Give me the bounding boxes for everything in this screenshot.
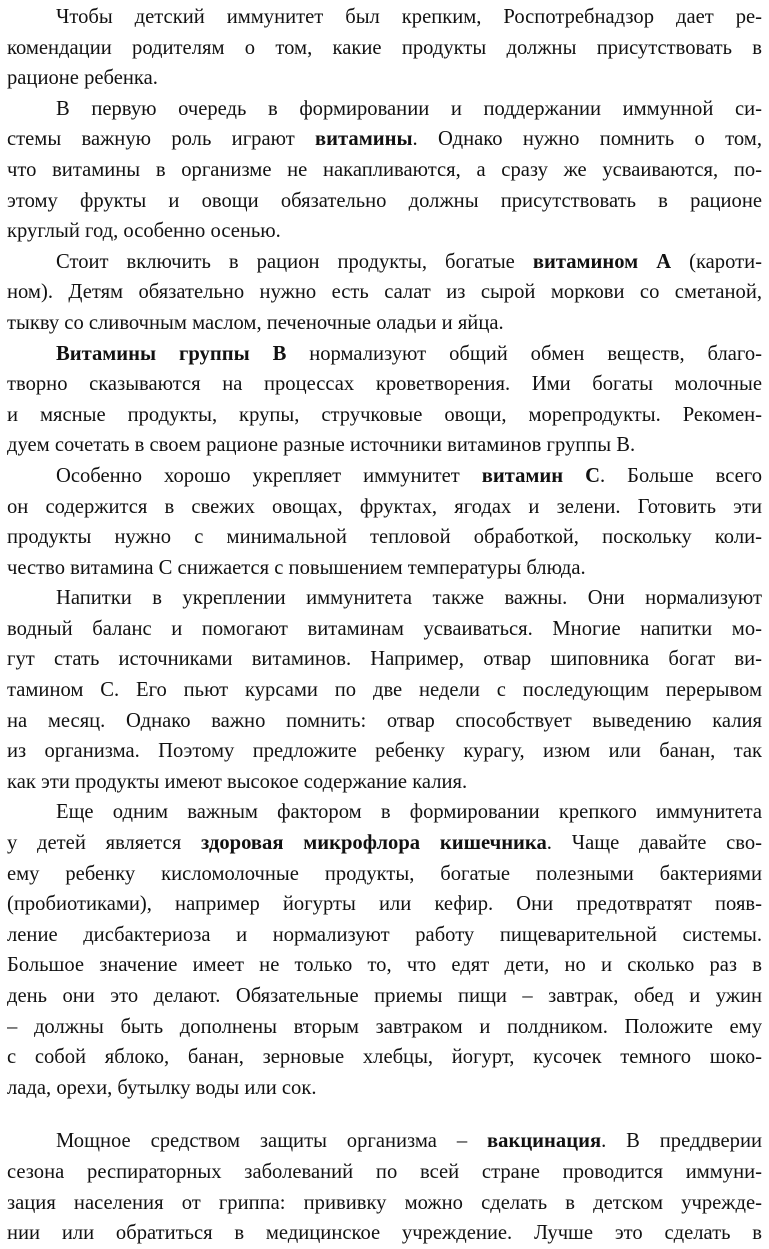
text-run: – должны быть дополнены вторым завтраком и полдником. Положите ему	[7, 1015, 762, 1038]
text-line	[7, 553, 762, 584]
text-run: ление дисбактериоза и нормализуют работу пищеварительной системы.	[7, 923, 762, 946]
bold-term: витамины	[315, 128, 413, 151]
text-line	[7, 369, 762, 400]
text-run: . В преддверии	[601, 1130, 762, 1153]
text-line	[7, 33, 762, 64]
text-run: с собой яблоко, банан, зерновые хлебцы, йогурт, кусочек темного шоко-	[7, 1046, 762, 1069]
text-run: тыкву со сливочным маслом, печеночные оладьи и яйца.	[7, 311, 504, 334]
text-line	[7, 400, 762, 431]
text-run: ему ребенку кисломолочные продукты, богатые полезными бактериями	[7, 862, 762, 885]
text-line	[7, 920, 762, 951]
text-run: водный баланс и помогают витаминам усваиваться. Многие напитки мо-	[7, 617, 762, 640]
text-line	[7, 216, 762, 247]
text-run: на месяц. Однако важно помнить: отвар способствует выведению калия	[7, 709, 762, 732]
text-line	[7, 430, 762, 461]
document-body	[7, 2, 762, 1249]
text-line	[7, 94, 762, 125]
text-line	[7, 2, 762, 33]
text-run: что витамины в организме не накапливаются, а сразу же усваиваются, по-	[7, 158, 762, 181]
text-run: тамином С. Его пьют курсами по две недели с последующим перерывом	[7, 679, 762, 702]
text-run: нии или обратиться в медицинское учреждение. Лучше это сделать в	[7, 1222, 762, 1245]
text-line	[7, 308, 762, 339]
text-line	[7, 155, 762, 186]
text-run: день они это делают. Обязательные приемы пищи – завтрак, обед и ужин	[7, 985, 762, 1007]
text-run: и мясные продукты, крупы, стручковые овощи, морепродукты. Рекомен-	[7, 403, 762, 426]
text-run: из организма. Поэтому предложите ребенку курагу, изюм или банан, так	[7, 740, 762, 763]
text-run: (пробиотиками), например йогурты или кефир. Они предотвратят появ-	[7, 893, 762, 916]
text-run: дуем сочетать в своем рационе разные источники витаминов группы В.	[7, 434, 636, 457]
text-run: . Чаще давайте сво-	[546, 832, 762, 855]
bold-term: вакцинация	[487, 1130, 602, 1153]
text-line	[7, 492, 762, 523]
text-run: Еще одним важным фактором в формировании крепкого иммунитета	[56, 801, 762, 824]
text-line	[7, 277, 762, 308]
text-line	[7, 1218, 762, 1249]
text-line	[7, 1042, 762, 1073]
text-line	[7, 767, 762, 798]
text-run: гут стать источниками витаминов. Например, отвар шиповника богат ви-	[7, 648, 762, 671]
text-line	[7, 889, 762, 920]
text-run: стемы важную роль играют	[7, 128, 316, 151]
text-line	[7, 614, 762, 645]
text-line	[7, 1126, 762, 1157]
bold-term: Витамины группы В	[56, 342, 287, 365]
text-line	[7, 247, 762, 278]
text-run: В первую очередь в формировании и поддержании иммунной си-	[56, 97, 762, 120]
text-line	[7, 675, 762, 706]
text-run: зация населения от гриппа: прививку можно сделать в детском учрежде-	[7, 1191, 762, 1214]
text-line	[7, 736, 762, 767]
text-line	[7, 706, 762, 737]
text-run: комендации родителям о том, какие продукты должны присутствовать в	[7, 36, 762, 59]
text-run: этому фрукты и овощи обязательно должны присутствовать в рационе	[7, 189, 762, 212]
text-line	[7, 1012, 762, 1043]
text-line	[7, 63, 762, 94]
text-run: круглый год, особенно осенью.	[7, 220, 281, 243]
text-run: чество витамина С снижается с повышением температуры блюда.	[7, 556, 586, 579]
text-line	[7, 461, 762, 492]
text-run: . Однако нужно помнить о том,	[412, 128, 762, 151]
text-line	[7, 124, 762, 155]
text-run: Мощное средством защиты организма –	[56, 1130, 488, 1153]
text-line	[7, 644, 762, 675]
bold-term: витамином А	[532, 250, 672, 273]
text-line	[7, 950, 762, 981]
text-line	[7, 1073, 762, 1104]
bold-term: витамин С	[481, 464, 600, 487]
text-run: творно сказываются на процессах кроветворения. Ими богаты молочные	[7, 373, 762, 396]
text-line	[7, 797, 762, 828]
text-line	[7, 1188, 762, 1219]
text-run: Напитки в укреплении иммунитета также важны. Они нормализуют	[56, 587, 762, 610]
text-line	[7, 859, 762, 890]
text-line	[7, 522, 762, 553]
text-run: Чтобы детский иммунитет был крепким, Роспотребнадзор дает ре-	[56, 6, 762, 28]
text-run: . Больше всего	[600, 464, 762, 487]
text-run: (кароти-	[671, 250, 762, 273]
text-run: продукты нужно с минимальной тепловой обработкой, поскольку коли-	[7, 526, 762, 549]
text-run: ном). Детям обязательно нужно есть салат из сырой моркови со сметаной,	[7, 281, 762, 304]
text-run: Стоит включить в рацион продукты, богатые	[56, 250, 533, 273]
text-line	[7, 186, 762, 217]
text-run: Особенно хорошо укрепляет иммунитет	[56, 464, 482, 487]
text-run: сезона респираторных заболеваний по всей стране проводится иммуни-	[7, 1160, 762, 1183]
text-run: он содержится в свежих овощах, фруктах, ягодах и зелени. Готовить эти	[7, 495, 762, 518]
text-run: у детей является	[7, 832, 202, 855]
text-run: рационе ребенка.	[7, 67, 158, 90]
text-run: лада, орехи, бутылку воды или сок.	[7, 1076, 317, 1099]
text-line	[7, 828, 762, 859]
text-line	[7, 981, 762, 1012]
text-run: нормализуют общий обмен веществ, благо-	[286, 342, 762, 365]
text-line	[7, 1157, 762, 1188]
text-run: Большое значение имеет не только то, что едят дети, но и сколько раз в	[7, 954, 762, 977]
text-run: как эти продукты имеют высокое содержание калия.	[7, 770, 468, 793]
text-line	[7, 339, 762, 370]
bold-term: здоровая микрофлора кишечника	[201, 832, 547, 855]
text-line	[7, 583, 762, 614]
